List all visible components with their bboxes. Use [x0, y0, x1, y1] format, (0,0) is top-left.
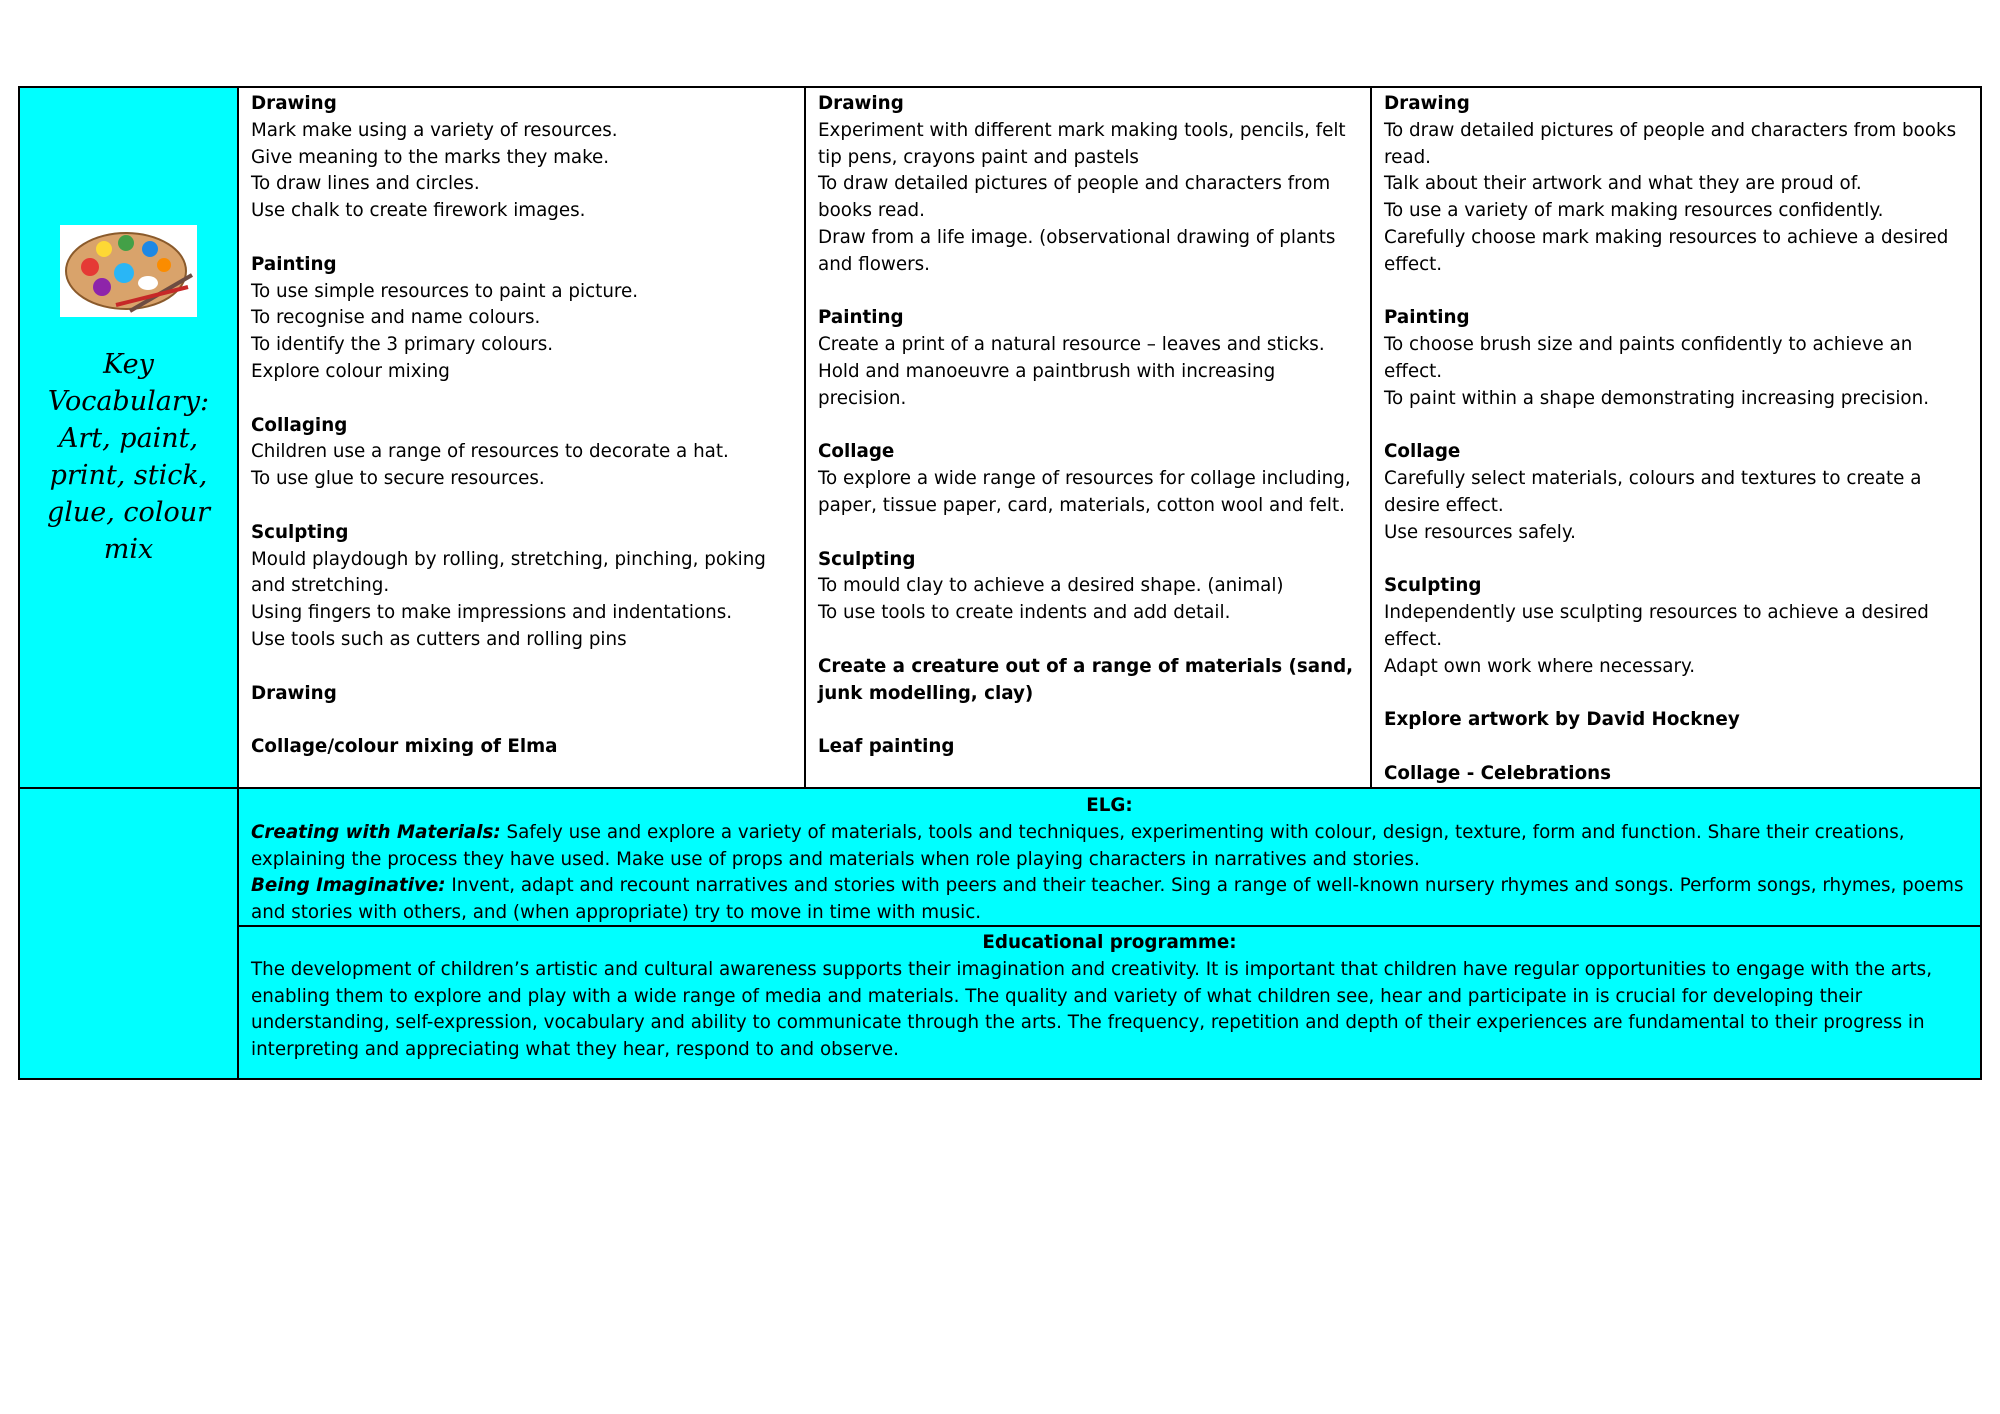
empty-left-cell	[20, 789, 239, 1078]
creating-text: Safely use and explore a variety of materials, tools and techniques, experimenting with colour, design, texture, form and function. Share their creations, explaining the process they have used. Make use of props and materials when role playing characters in narratives and stories.	[251, 821, 1905, 870]
bottom-row	[20, 789, 1980, 1078]
list-item: To recognise and name colours.	[251, 307, 541, 329]
activity-heading: Collage/colour mixing of Elma	[251, 736, 558, 758]
list-item: Create a print of a natural resource – leaves and sticks.	[818, 334, 1325, 356]
creating-label: Creating with Materials:	[251, 821, 501, 843]
activity-heading: Collage - Celebrations	[1384, 762, 1612, 784]
list-item: To mould clay to achieve a desired shape. (animal)	[818, 575, 1284, 597]
collaging-heading: Collaging	[251, 414, 348, 436]
painting-heading: Painting	[1384, 307, 1470, 329]
list-item: To use a variety of mark making resources confidently.	[1384, 200, 1884, 222]
list-item: To use glue to secure resources.	[251, 468, 545, 490]
elg-heading: ELG:	[1086, 795, 1133, 816]
being-imaginative	[251, 873, 1968, 927]
list-item: To explore a wide range of resources for collage including, paper, tissue paper, card, materials, cotton wool and felt.	[818, 468, 1351, 516]
elg-cell	[239, 789, 1980, 927]
list-item: To draw lines and circles.	[251, 173, 480, 195]
list-item: To draw detailed pictures of people and characters from books read.	[818, 173, 1331, 222]
educational-programme-cell	[239, 927, 1980, 1078]
stage1-column	[239, 88, 806, 787]
painting-heading: Painting	[251, 253, 337, 275]
list-item: Use resources safely.	[1384, 521, 1576, 543]
list-item: Mould playdough by rolling, stretching, pinching, poking and stretching.	[251, 548, 766, 597]
goals-section	[239, 789, 1980, 1078]
activity-heading: Create a creature out of a range of materials (sand, junk modelling, clay)	[818, 655, 1354, 704]
educational-programme-text: The development of children’s artistic and cultural awareness supports their imagination and creativity. It is important that children have regular opportunities to engage with the arts, enabling them to explore and play with a wide range of media and materials. The quality and variety of what children see, hear and participate in is crucial for developing their understanding, self-expression, vocabulary and ability to communicate through the arts. The frequency, repetition and depth of their experiences are fundamental to their progress in interpreting and appreciating what they hear, respond to and observe.	[251, 958, 1933, 1061]
list-item: To use tools to create indents and add detail.	[818, 602, 1231, 624]
sculpting-heading: Sculpting	[1384, 575, 1482, 597]
top-row	[20, 88, 1980, 789]
imaginative-text: Invent, adapt and recount narratives and stories with peers and their teacher. Sing a range of well-known nursery rhymes and songs. Perform songs, rhymes, poems and stories with others, and (when appropriate) try to move in time with music.	[251, 875, 1964, 924]
imaginative-label: Being Imaginative:	[251, 875, 446, 897]
list-item: Talk about their artwork and what they are proud of.	[1384, 173, 1862, 195]
collage-heading: Collage	[1384, 441, 1461, 463]
stage2-column	[806, 88, 1372, 787]
list-item: To draw detailed pictures of people and characters from books read.	[1384, 119, 1957, 168]
key-vocabulary: Key Vocabulary: Art, paint, print, stick, glue, colour mix	[46, 349, 210, 565]
painting-heading: Painting	[818, 307, 904, 329]
creating-with-materials	[251, 820, 1968, 874]
sculpting-heading: Sculpting	[251, 521, 349, 543]
list-item: Mark make using a variety of resources.	[251, 119, 618, 141]
activity-heading: Explore artwork by David Hockney	[1384, 709, 1740, 731]
paint-palette-icon	[60, 225, 197, 317]
curriculum-table	[18, 86, 1982, 1080]
vocabulary-cell	[20, 88, 239, 787]
activity-heading: Drawing	[251, 682, 337, 704]
list-item: Using fingers to make impressions and indentations.	[251, 602, 733, 624]
list-item: Carefully select materials, colours and textures to create a desire effect.	[1384, 468, 1922, 516]
list-item: To choose brush size and paints confidently to achieve an effect.	[1384, 334, 1913, 382]
list-item: Carefully choose mark making resources to achieve a desired effect.	[1384, 226, 1949, 275]
list-item: Explore colour mixing	[251, 360, 450, 382]
list-item: Independently use sculpting resources to achieve a desired effect.	[1384, 602, 1929, 650]
collage-heading: Collage	[818, 441, 895, 463]
educational-programme-heading: Educational programme:	[982, 932, 1237, 953]
stage3-column	[1372, 88, 1980, 787]
list-item: Hold and manoeuvre a paintbrush with increasing precision.	[818, 360, 1276, 409]
list-item: Give meaning to the marks they make.	[251, 146, 610, 168]
drawing-heading: Drawing	[1384, 93, 1470, 114]
list-item: Draw from a life image. (observational drawing of plants and flowers.	[818, 226, 1336, 275]
drawing-heading: Drawing	[818, 93, 904, 114]
list-item: Use tools such as cutters and rolling pins	[251, 628, 627, 650]
list-item: To identify the 3 primary colours.	[251, 334, 554, 356]
drawing-heading: Drawing	[251, 93, 337, 114]
list-item: Use chalk to create firework images.	[251, 200, 586, 222]
list-item: To use simple resources to paint a picture.	[251, 280, 639, 302]
list-item: Children use a range of resources to decorate a hat.	[251, 441, 729, 463]
list-item: To paint within a shape demonstrating increasing precision.	[1384, 387, 1930, 409]
sculpting-heading: Sculpting	[818, 548, 916, 570]
activity-heading: Leaf painting	[818, 736, 955, 758]
list-item: Experiment with different mark making tools, pencils, felt tip pens, crayons paint and pastels	[818, 119, 1346, 168]
list-item: Adapt own work where necessary.	[1384, 655, 1696, 677]
